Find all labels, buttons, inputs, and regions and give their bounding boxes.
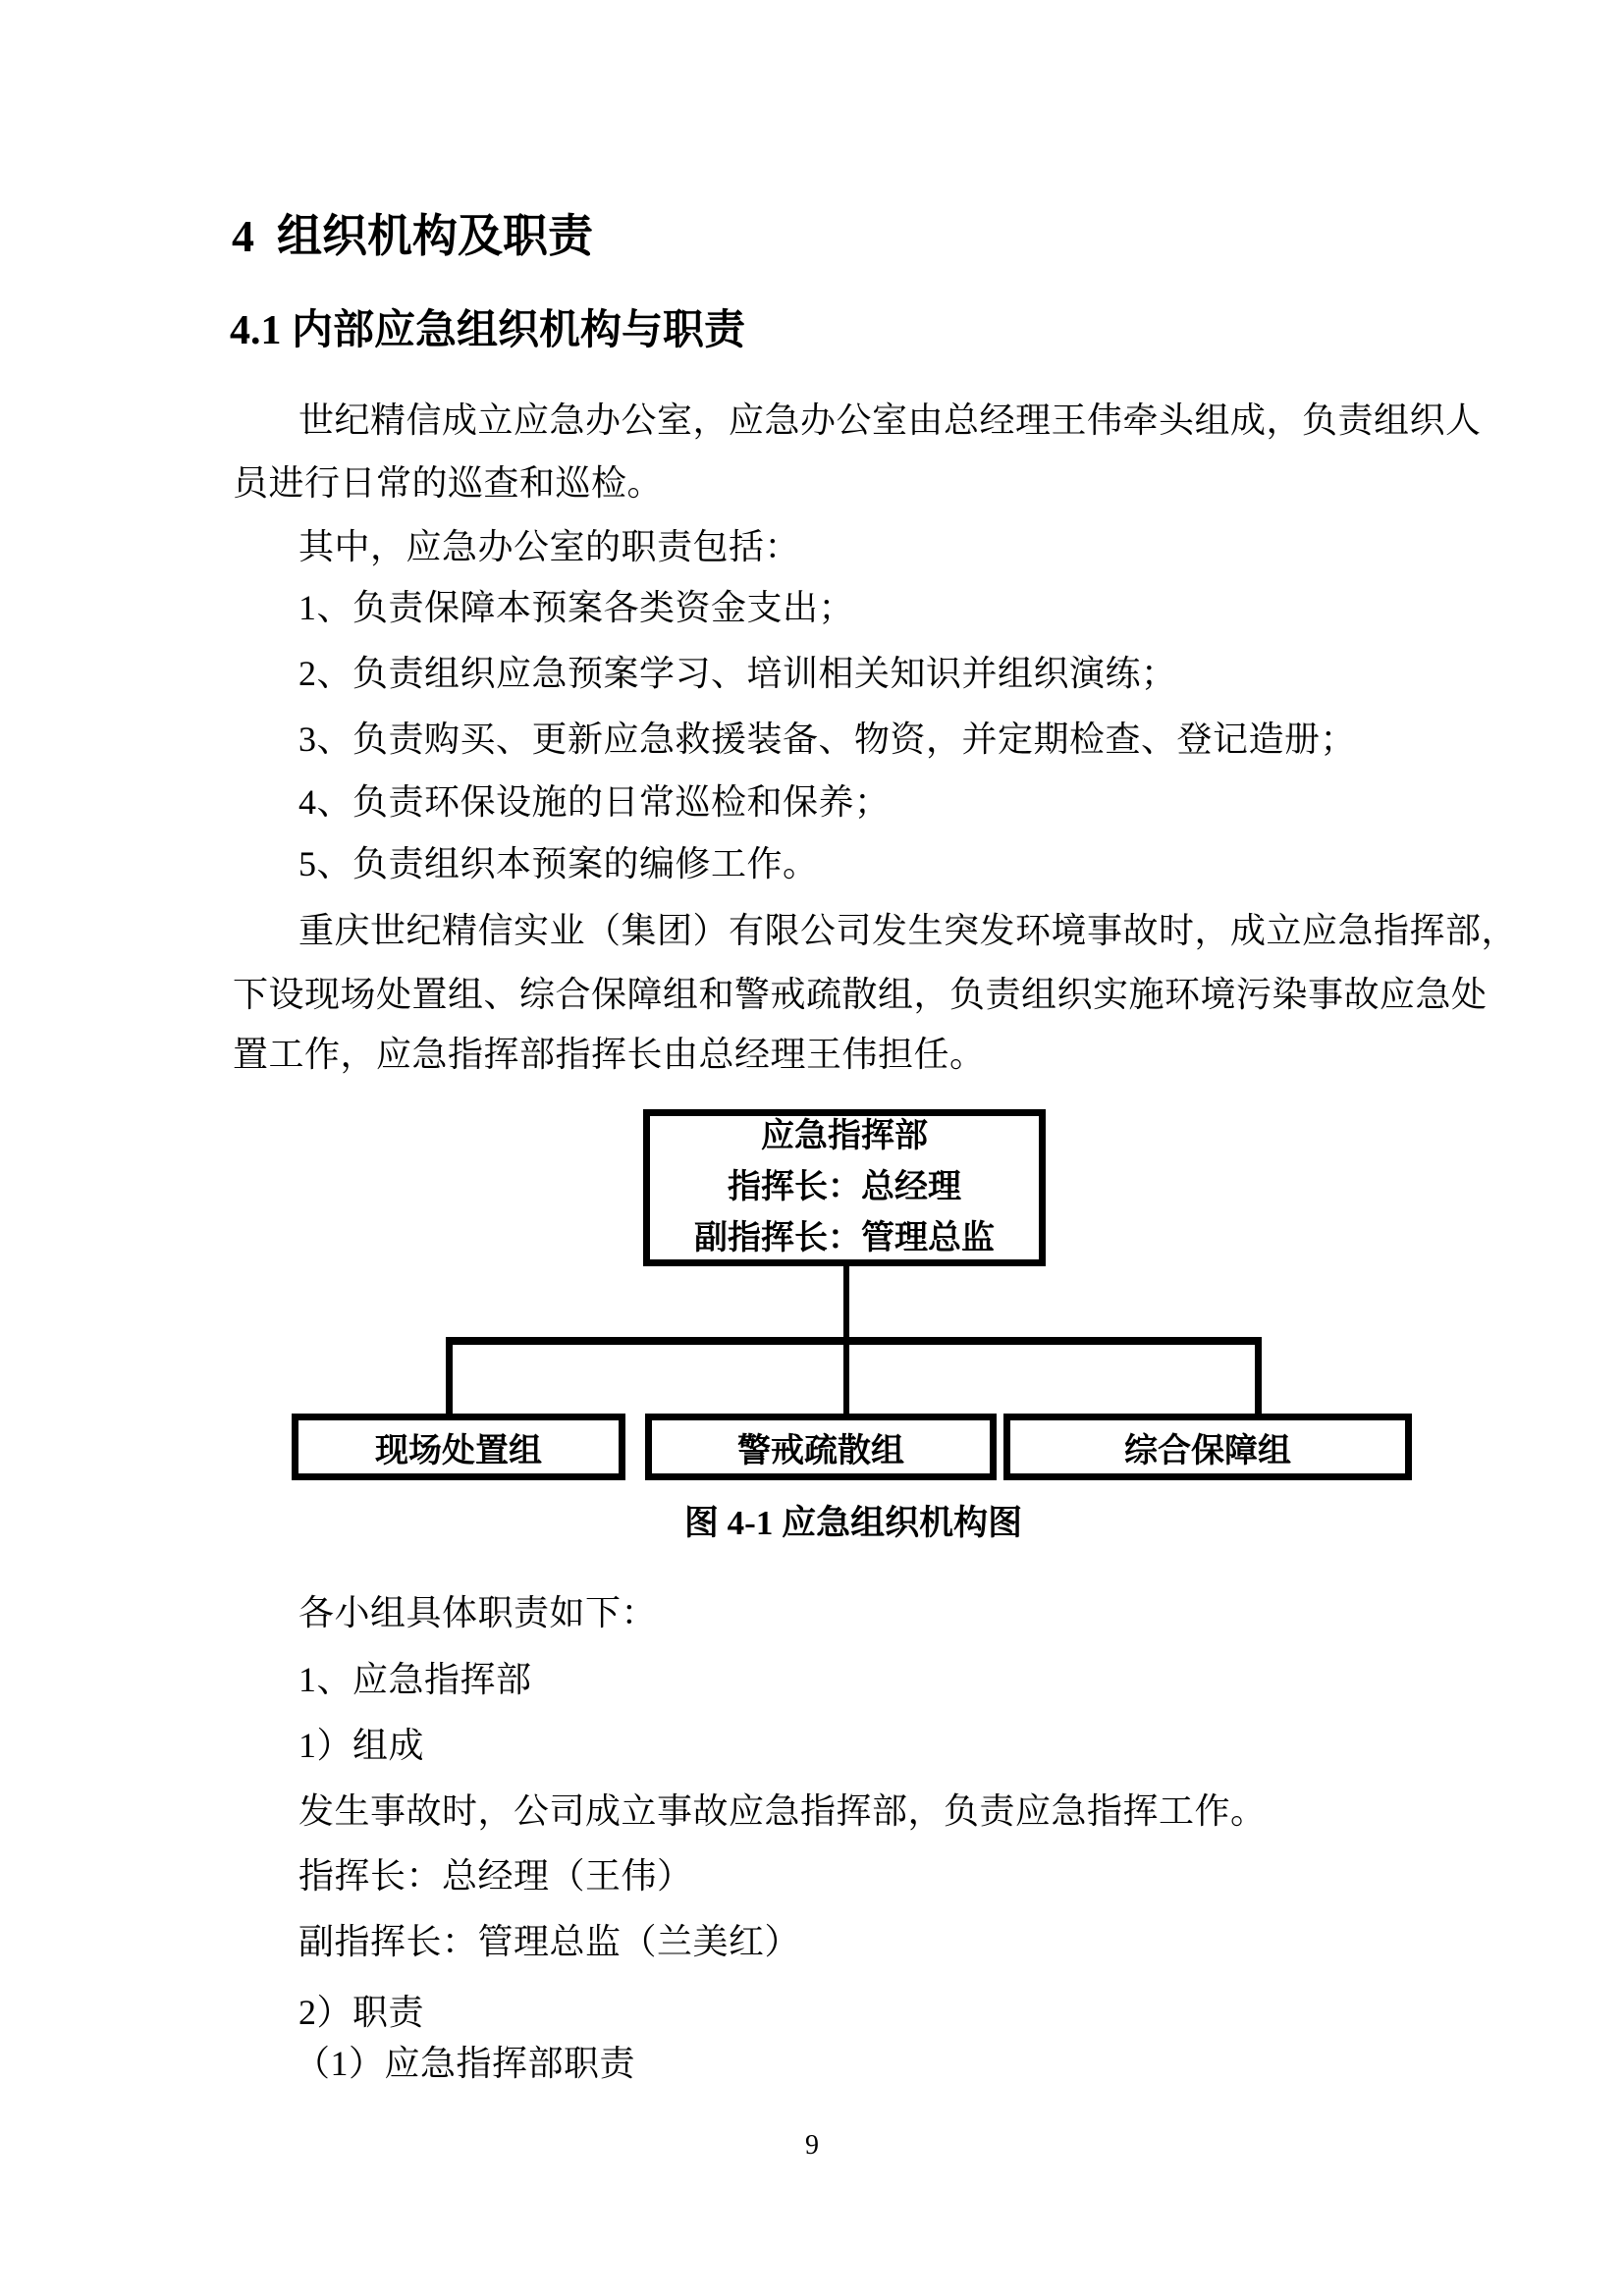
section2-duty-1: （1）应急指挥部职责 <box>295 2044 636 2083</box>
section2-sub-1: 1）组成 <box>298 1726 425 1765</box>
section2-sub-2: 2）职责 <box>298 1993 425 2032</box>
duty-list-item: 3、负责购买、更新应急救援装备、物资，并定期检查、登记造册； <box>298 720 1357 759</box>
section2-intro: 各小组具体职责如下： <box>298 1593 658 1632</box>
org-box-alert-evacuation-group <box>645 1414 997 1480</box>
org-connector-horizontal <box>446 1337 1262 1345</box>
org-box-onsite-group <box>292 1414 625 1480</box>
figure-caption: 图 4-1 应急组织机构图 <box>683 1504 1023 1542</box>
page-number: 9 <box>805 2130 819 2161</box>
duty-list-item: 1、负责保障本预案各类资金支出； <box>298 588 855 627</box>
section2-body-1: 发生事故时，公司成立事故应急指挥部，负责应急指挥工作。 <box>298 1791 1267 1831</box>
org-connector-stub-right <box>1255 1345 1262 1417</box>
org-box-command <box>643 1109 1046 1266</box>
org-box-command-chief: 指挥长：总经理 <box>728 1169 961 1205</box>
org-box-logistics-label: 综合保障组 <box>1124 1432 1291 1469</box>
org-connector-vertical <box>843 1266 849 1341</box>
org-connector-stub-middle <box>843 1345 849 1417</box>
org-box-alert-evacuation-label: 警戒疏散组 <box>737 1432 904 1469</box>
section-heading: 4.1 内部应急组织机构与职责 <box>230 308 746 353</box>
section2-item-1: 1、应急指挥部 <box>298 1660 532 1699</box>
section2-deputy: 副指挥长：管理总监（兰美红） <box>298 1922 801 1961</box>
org-box-command-title: 应急指挥部 <box>761 1118 928 1154</box>
chapter-heading: 4 组织机构及职责 <box>232 211 593 261</box>
paragraph-2: 其中，应急办公室的职责包括： <box>298 527 801 566</box>
duty-list-item: 4、负责环保设施的日常巡检和保养； <box>298 782 891 822</box>
paragraph-3-line-3: 置工作，应急指挥部指挥长由总经理王伟担任。 <box>233 1035 986 1074</box>
org-connector-stub-left <box>446 1337 453 1417</box>
paragraph-1-line-2: 员进行日常的巡查和巡检。 <box>233 463 664 503</box>
section2-commander: 指挥长：总经理（王伟） <box>298 1856 693 1896</box>
org-box-logistics-group <box>1003 1414 1412 1480</box>
paragraph-3-line-1: 重庆世纪精信实业（集团）有限公司发生突发环境事故时，成立应急指挥部， <box>298 911 1518 950</box>
paragraph-3-line-2: 下设现场处置组、综合保障组和警戒疏散组，负责组织实施环境污染事故应急处 <box>233 975 1488 1014</box>
org-box-command-deputy: 副指挥长：管理总监 <box>694 1220 995 1256</box>
duty-list-item: 5、负责组织本预案的编修工作。 <box>298 844 819 883</box>
duty-list-item: 2、负责组织应急预案学习、培训相关知识并组织演练； <box>298 654 1177 693</box>
org-box-onsite-label: 现场处置组 <box>375 1432 542 1469</box>
paragraph-1-line-1: 世纪精信成立应急办公室，应急办公室由总经理王伟牵头组成，负责组织人 <box>298 400 1482 440</box>
